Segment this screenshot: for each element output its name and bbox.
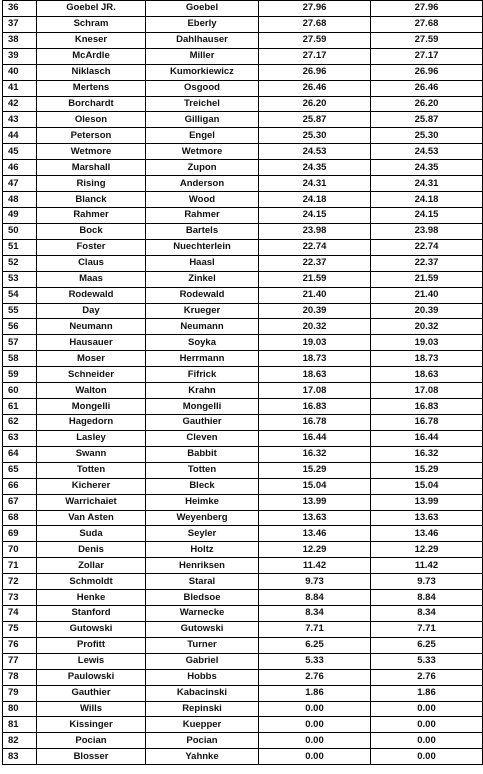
table-row xyxy=(3,48,483,64)
partner-name-cell: Babbit xyxy=(146,446,259,462)
score-cell: 22.74 xyxy=(259,239,371,255)
total-score-cell: 0.00 xyxy=(371,717,483,733)
total-score-cell: 24.18 xyxy=(371,192,483,208)
name-cell: Denis xyxy=(37,542,146,558)
name-cell: Mongelli xyxy=(37,399,146,415)
table-row xyxy=(3,621,483,637)
total-score-cell: 6.25 xyxy=(371,637,483,653)
total-score-cell: 24.35 xyxy=(371,160,483,176)
rank-cell: 69 xyxy=(3,526,37,542)
table-row xyxy=(3,717,483,733)
name-cell: Maas xyxy=(37,271,146,287)
partner-name-cell: Engel xyxy=(146,128,259,144)
table-row xyxy=(3,399,483,415)
partner-name-cell: Turner xyxy=(146,637,259,653)
partner-name-cell: Zupon xyxy=(146,160,259,176)
table-row xyxy=(3,749,483,765)
total-score-cell: 24.53 xyxy=(371,144,483,160)
score-cell: 8.34 xyxy=(259,606,371,622)
score-cell: 26.20 xyxy=(259,96,371,112)
partner-name-cell: Osgood xyxy=(146,80,259,96)
partner-name-cell: Holtz xyxy=(146,542,259,558)
rank-cell: 56 xyxy=(3,319,37,335)
table-row xyxy=(3,32,483,48)
rank-cell: 48 xyxy=(3,192,37,208)
name-cell: Stanford xyxy=(37,606,146,622)
name-cell: Van Asten xyxy=(37,510,146,526)
score-cell: 8.84 xyxy=(259,590,371,606)
total-score-cell: 24.15 xyxy=(371,207,483,223)
score-cell: 9.73 xyxy=(259,574,371,590)
table-row xyxy=(3,383,483,399)
rank-cell: 40 xyxy=(3,64,37,80)
table-row xyxy=(3,16,483,32)
partner-name-cell: Herrmann xyxy=(146,351,259,367)
score-cell: 13.99 xyxy=(259,494,371,510)
name-cell: Gutowski xyxy=(37,621,146,637)
rank-cell: 66 xyxy=(3,478,37,494)
rank-cell: 49 xyxy=(3,207,37,223)
score-cell: 0.00 xyxy=(259,733,371,749)
results-table xyxy=(2,0,483,765)
partner-name-cell: Treichel xyxy=(146,96,259,112)
partner-name-cell: Staral xyxy=(146,574,259,590)
table-row xyxy=(3,128,483,144)
rank-cell: 54 xyxy=(3,287,37,303)
name-cell: Totten xyxy=(37,462,146,478)
score-cell: 21.40 xyxy=(259,287,371,303)
name-cell: Marshall xyxy=(37,160,146,176)
table-row xyxy=(3,239,483,255)
partner-name-cell: Kumorkiewicz xyxy=(146,64,259,80)
table-row xyxy=(3,462,483,478)
score-cell: 16.32 xyxy=(259,446,371,462)
table-row xyxy=(3,542,483,558)
score-cell: 24.15 xyxy=(259,207,371,223)
table-row xyxy=(3,271,483,287)
partner-name-cell: Heimke xyxy=(146,494,259,510)
total-score-cell: 27.68 xyxy=(371,16,483,32)
score-cell: 13.46 xyxy=(259,526,371,542)
total-score-cell: 26.96 xyxy=(371,64,483,80)
rank-cell: 70 xyxy=(3,542,37,558)
partner-name-cell: Gutowski xyxy=(146,621,259,637)
score-cell: 18.63 xyxy=(259,367,371,383)
partner-name-cell: Wetmore xyxy=(146,144,259,160)
name-cell: Mertens xyxy=(37,80,146,96)
rank-cell: 52 xyxy=(3,255,37,271)
table-row xyxy=(3,160,483,176)
score-cell: 1.86 xyxy=(259,685,371,701)
partner-name-cell: Haasl xyxy=(146,255,259,271)
score-cell: 12.29 xyxy=(259,542,371,558)
rank-cell: 76 xyxy=(3,637,37,653)
table-row xyxy=(3,637,483,653)
total-score-cell: 20.39 xyxy=(371,303,483,319)
rank-cell: 44 xyxy=(3,128,37,144)
total-score-cell: 7.71 xyxy=(371,621,483,637)
name-cell: Goebel JR. xyxy=(37,1,146,17)
rank-cell: 45 xyxy=(3,144,37,160)
table-row xyxy=(3,207,483,223)
rank-cell: 77 xyxy=(3,653,37,669)
partner-name-cell: Fifrick xyxy=(146,367,259,383)
score-cell: 19.03 xyxy=(259,335,371,351)
score-cell: 11.42 xyxy=(259,558,371,574)
table-row xyxy=(3,685,483,701)
name-cell: Schram xyxy=(37,16,146,32)
total-score-cell: 8.84 xyxy=(371,590,483,606)
rank-cell: 61 xyxy=(3,399,37,415)
score-cell: 0.00 xyxy=(259,749,371,765)
score-cell: 15.04 xyxy=(259,478,371,494)
table-row xyxy=(3,255,483,271)
name-cell: McArdle xyxy=(37,48,146,64)
partner-name-cell: Mongelli xyxy=(146,399,259,415)
partner-name-cell: Krahn xyxy=(146,383,259,399)
table-row xyxy=(3,430,483,446)
table-row xyxy=(3,303,483,319)
score-cell: 24.35 xyxy=(259,160,371,176)
rank-cell: 36 xyxy=(3,1,37,17)
score-cell: 5.33 xyxy=(259,653,371,669)
table-row xyxy=(3,144,483,160)
score-cell: 7.71 xyxy=(259,621,371,637)
partner-name-cell: Gauthier xyxy=(146,414,259,430)
rank-cell: 60 xyxy=(3,383,37,399)
total-score-cell: 17.08 xyxy=(371,383,483,399)
name-cell: Claus xyxy=(37,255,146,271)
table-row xyxy=(3,367,483,383)
total-score-cell: 0.00 xyxy=(371,733,483,749)
partner-name-cell: Kuepper xyxy=(146,717,259,733)
name-cell: Suda xyxy=(37,526,146,542)
score-cell: 16.44 xyxy=(259,430,371,446)
name-cell: Lewis xyxy=(37,653,146,669)
rank-cell: 78 xyxy=(3,669,37,685)
name-cell: Kneser xyxy=(37,32,146,48)
name-cell: Blosser xyxy=(37,749,146,765)
rank-cell: 71 xyxy=(3,558,37,574)
name-cell: Lasley xyxy=(37,430,146,446)
rank-cell: 74 xyxy=(3,606,37,622)
name-cell: Foster xyxy=(37,239,146,255)
rank-cell: 64 xyxy=(3,446,37,462)
partner-name-cell: Warnecke xyxy=(146,606,259,622)
partner-name-cell: Bledsoe xyxy=(146,590,259,606)
rank-cell: 47 xyxy=(3,176,37,192)
score-cell: 0.00 xyxy=(259,701,371,717)
rank-cell: 80 xyxy=(3,701,37,717)
rank-cell: 39 xyxy=(3,48,37,64)
total-score-cell: 13.46 xyxy=(371,526,483,542)
table-row xyxy=(3,574,483,590)
partner-name-cell: Eberly xyxy=(146,16,259,32)
table-row xyxy=(3,526,483,542)
rank-cell: 79 xyxy=(3,685,37,701)
partner-name-cell: Wood xyxy=(146,192,259,208)
total-score-cell: 26.46 xyxy=(371,80,483,96)
partner-name-cell: Rodewald xyxy=(146,287,259,303)
table-row xyxy=(3,701,483,717)
total-score-cell: 23.98 xyxy=(371,223,483,239)
rank-cell: 55 xyxy=(3,303,37,319)
partner-name-cell: Yahnke xyxy=(146,749,259,765)
name-cell: Rodewald xyxy=(37,287,146,303)
table-row xyxy=(3,733,483,749)
score-cell: 27.68 xyxy=(259,16,371,32)
name-cell: Borchardt xyxy=(37,96,146,112)
partner-name-cell: Pocian xyxy=(146,733,259,749)
name-cell: Rising xyxy=(37,176,146,192)
rank-cell: 53 xyxy=(3,271,37,287)
partner-name-cell: Neumann xyxy=(146,319,259,335)
name-cell: Swann xyxy=(37,446,146,462)
name-cell: Schneider xyxy=(37,367,146,383)
score-cell: 20.32 xyxy=(259,319,371,335)
rank-cell: 83 xyxy=(3,749,37,765)
table-row xyxy=(3,414,483,430)
total-score-cell: 26.20 xyxy=(371,96,483,112)
score-cell: 16.78 xyxy=(259,414,371,430)
table-row xyxy=(3,494,483,510)
rank-cell: 59 xyxy=(3,367,37,383)
total-score-cell: 27.59 xyxy=(371,32,483,48)
score-cell: 18.73 xyxy=(259,351,371,367)
total-score-cell: 27.96 xyxy=(371,1,483,17)
table-row xyxy=(3,653,483,669)
score-cell: 21.59 xyxy=(259,271,371,287)
total-score-cell: 18.63 xyxy=(371,367,483,383)
table-row xyxy=(3,478,483,494)
total-score-cell: 13.99 xyxy=(371,494,483,510)
partner-name-cell: Rahmer xyxy=(146,207,259,223)
total-score-cell: 12.29 xyxy=(371,542,483,558)
total-score-cell: 19.03 xyxy=(371,335,483,351)
score-cell: 25.30 xyxy=(259,128,371,144)
score-cell: 0.00 xyxy=(259,717,371,733)
name-cell: Wetmore xyxy=(37,144,146,160)
name-cell: Niklasch xyxy=(37,64,146,80)
name-cell: Moser xyxy=(37,351,146,367)
partner-name-cell: Goebel xyxy=(146,1,259,17)
total-score-cell: 25.87 xyxy=(371,112,483,128)
partner-name-cell: Dahlhauser xyxy=(146,32,259,48)
partner-name-cell: Kabacinski xyxy=(146,685,259,701)
rank-cell: 72 xyxy=(3,574,37,590)
partner-name-cell: Zinkel xyxy=(146,271,259,287)
rank-cell: 81 xyxy=(3,717,37,733)
total-score-cell: 5.33 xyxy=(371,653,483,669)
rank-cell: 68 xyxy=(3,510,37,526)
score-cell: 2.76 xyxy=(259,669,371,685)
score-cell: 27.17 xyxy=(259,48,371,64)
name-cell: Zollar xyxy=(37,558,146,574)
name-cell: Pocian xyxy=(37,733,146,749)
score-cell: 27.59 xyxy=(259,32,371,48)
score-cell: 13.63 xyxy=(259,510,371,526)
table-row xyxy=(3,176,483,192)
total-score-cell: 2.76 xyxy=(371,669,483,685)
score-cell: 23.98 xyxy=(259,223,371,239)
rank-cell: 46 xyxy=(3,160,37,176)
rank-cell: 67 xyxy=(3,494,37,510)
name-cell: Walton xyxy=(37,383,146,399)
partner-name-cell: Anderson xyxy=(146,176,259,192)
score-cell: 16.83 xyxy=(259,399,371,415)
partner-name-cell: Gilligan xyxy=(146,112,259,128)
total-score-cell: 25.30 xyxy=(371,128,483,144)
table-row xyxy=(3,96,483,112)
total-score-cell: 15.29 xyxy=(371,462,483,478)
total-score-cell: 27.17 xyxy=(371,48,483,64)
name-cell: Kissinger xyxy=(37,717,146,733)
table-row xyxy=(3,64,483,80)
table-row xyxy=(3,319,483,335)
total-score-cell: 0.00 xyxy=(371,749,483,765)
rank-cell: 65 xyxy=(3,462,37,478)
name-cell: Peterson xyxy=(37,128,146,144)
results-table-body xyxy=(3,1,483,765)
rank-cell: 62 xyxy=(3,414,37,430)
table-row xyxy=(3,80,483,96)
total-score-cell: 11.42 xyxy=(371,558,483,574)
rank-cell: 43 xyxy=(3,112,37,128)
rank-cell: 42 xyxy=(3,96,37,112)
table-row xyxy=(3,446,483,462)
partner-name-cell: Gabriel xyxy=(146,653,259,669)
total-score-cell: 16.83 xyxy=(371,399,483,415)
rank-cell: 51 xyxy=(3,239,37,255)
table-row xyxy=(3,287,483,303)
score-cell: 17.08 xyxy=(259,383,371,399)
total-score-cell: 20.32 xyxy=(371,319,483,335)
score-cell: 24.18 xyxy=(259,192,371,208)
rank-cell: 38 xyxy=(3,32,37,48)
partner-name-cell: Seyler xyxy=(146,526,259,542)
name-cell: Hausauer xyxy=(37,335,146,351)
name-cell: Schmoldt xyxy=(37,574,146,590)
partner-name-cell: Repinski xyxy=(146,701,259,717)
score-cell: 22.37 xyxy=(259,255,371,271)
total-score-cell: 22.37 xyxy=(371,255,483,271)
table-row xyxy=(3,351,483,367)
total-score-cell: 24.31 xyxy=(371,176,483,192)
partner-name-cell: Miller xyxy=(146,48,259,64)
table-row xyxy=(3,335,483,351)
table-row xyxy=(3,558,483,574)
name-cell: Hagedorn xyxy=(37,414,146,430)
partner-name-cell: Soyka xyxy=(146,335,259,351)
score-cell: 27.96 xyxy=(259,1,371,17)
partner-name-cell: Henriksen xyxy=(146,558,259,574)
name-cell: Gauthier xyxy=(37,685,146,701)
score-cell: 26.96 xyxy=(259,64,371,80)
table-row xyxy=(3,112,483,128)
rank-cell: 41 xyxy=(3,80,37,96)
partner-name-cell: Nuechterlein xyxy=(146,239,259,255)
total-score-cell: 21.40 xyxy=(371,287,483,303)
name-cell: Kicherer xyxy=(37,478,146,494)
total-score-cell: 16.44 xyxy=(371,430,483,446)
score-cell: 15.29 xyxy=(259,462,371,478)
table-row xyxy=(3,510,483,526)
partner-name-cell: Bleck xyxy=(146,478,259,494)
name-cell: Rahmer xyxy=(37,207,146,223)
partner-name-cell: Weyenberg xyxy=(146,510,259,526)
score-cell: 20.39 xyxy=(259,303,371,319)
table-row xyxy=(3,590,483,606)
total-score-cell: 15.04 xyxy=(371,478,483,494)
score-cell: 24.31 xyxy=(259,176,371,192)
table-row xyxy=(3,669,483,685)
score-cell: 26.46 xyxy=(259,80,371,96)
total-score-cell: 21.59 xyxy=(371,271,483,287)
partner-name-cell: Totten xyxy=(146,462,259,478)
name-cell: Warrichaiet xyxy=(37,494,146,510)
rank-cell: 57 xyxy=(3,335,37,351)
partner-name-cell: Hobbs xyxy=(146,669,259,685)
score-cell: 24.53 xyxy=(259,144,371,160)
table-row xyxy=(3,223,483,239)
total-score-cell: 18.73 xyxy=(371,351,483,367)
name-cell: Blanck xyxy=(37,192,146,208)
rank-cell: 63 xyxy=(3,430,37,446)
table-row xyxy=(3,192,483,208)
partner-name-cell: Cleven xyxy=(146,430,259,446)
rank-cell: 37 xyxy=(3,16,37,32)
total-score-cell: 16.32 xyxy=(371,446,483,462)
total-score-cell: 9.73 xyxy=(371,574,483,590)
name-cell: Paulowski xyxy=(37,669,146,685)
name-cell: Henke xyxy=(37,590,146,606)
total-score-cell: 16.78 xyxy=(371,414,483,430)
total-score-cell: 22.74 xyxy=(371,239,483,255)
total-score-cell: 8.34 xyxy=(371,606,483,622)
rank-cell: 73 xyxy=(3,590,37,606)
score-cell: 25.87 xyxy=(259,112,371,128)
name-cell: Profitt xyxy=(37,637,146,653)
name-cell: Wills xyxy=(37,701,146,717)
name-cell: Day xyxy=(37,303,146,319)
name-cell: Oleson xyxy=(37,112,146,128)
table-row xyxy=(3,1,483,17)
table-row xyxy=(3,606,483,622)
total-score-cell: 13.63 xyxy=(371,510,483,526)
rank-cell: 75 xyxy=(3,621,37,637)
total-score-cell: 0.00 xyxy=(371,701,483,717)
score-cell: 6.25 xyxy=(259,637,371,653)
total-score-cell: 1.86 xyxy=(371,685,483,701)
rank-cell: 82 xyxy=(3,733,37,749)
rank-cell: 50 xyxy=(3,223,37,239)
partner-name-cell: Krueger xyxy=(146,303,259,319)
partner-name-cell: Bartels xyxy=(146,223,259,239)
name-cell: Neumann xyxy=(37,319,146,335)
name-cell: Bock xyxy=(37,223,146,239)
rank-cell: 58 xyxy=(3,351,37,367)
